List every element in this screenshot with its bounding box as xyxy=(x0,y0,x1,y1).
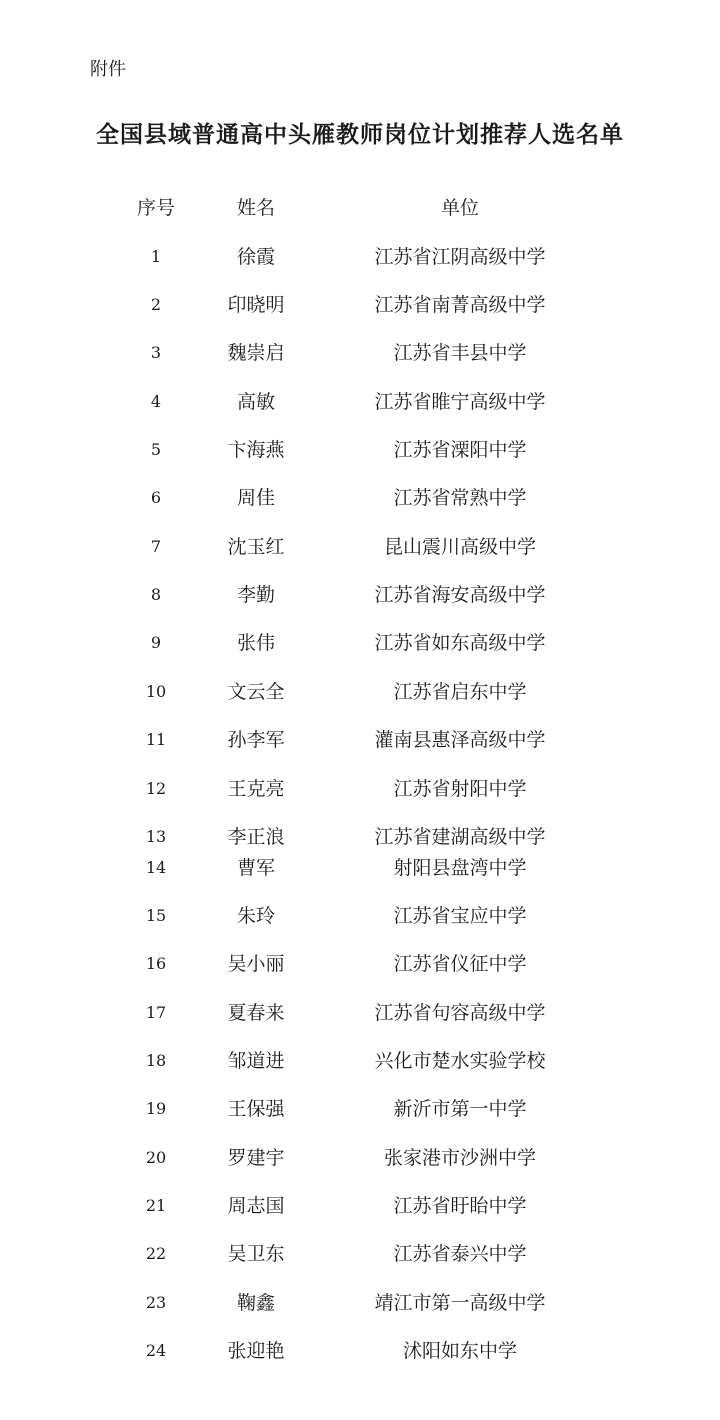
table-row xyxy=(0,727,720,753)
row-unit: 靖江市第一高级中学 xyxy=(374,1292,546,1314)
table-row xyxy=(0,485,720,511)
table-row xyxy=(0,389,720,415)
table-row xyxy=(0,1241,720,1267)
row-unit: 沭阳如东中学 xyxy=(402,1340,517,1362)
row-unit: 江苏省宝应中学 xyxy=(393,905,527,927)
row-name: 夏春来 xyxy=(227,1002,285,1024)
table-row xyxy=(0,1048,720,1074)
row-name: 张迎艳 xyxy=(227,1340,285,1362)
row-unit: 江苏省丰县中学 xyxy=(393,342,527,364)
row-number: 14 xyxy=(145,858,167,877)
table-row xyxy=(0,1000,720,1026)
table-row xyxy=(0,1096,720,1122)
row-number: 11 xyxy=(145,730,167,749)
row-unit: 射阳县盘湾中学 xyxy=(393,857,527,879)
row-unit: 昆山震川高级中学 xyxy=(383,536,536,558)
document-title: 全国县域普通高中头雁教师岗位计划推荐人选名单 xyxy=(96,122,624,148)
row-name: 朱玲 xyxy=(236,905,275,927)
row-number: 18 xyxy=(145,1051,167,1070)
row-unit: 江苏省仪征中学 xyxy=(393,953,527,975)
row-unit: 江苏省句容高级中学 xyxy=(374,1002,546,1024)
table-row xyxy=(0,340,720,366)
row-name: 王保强 xyxy=(227,1098,285,1120)
row-name: 李正浪 xyxy=(227,826,285,848)
table-row xyxy=(0,951,720,977)
row-unit: 张家港市沙洲中学 xyxy=(383,1147,536,1169)
row-number: 23 xyxy=(145,1293,167,1312)
row-name: 沈玉红 xyxy=(227,536,285,558)
row-name: 李勤 xyxy=(236,584,275,606)
row-number: 15 xyxy=(145,906,167,925)
row-number: 16 xyxy=(145,954,167,973)
row-number: 17 xyxy=(145,1003,167,1022)
table-row xyxy=(0,244,720,270)
table-row xyxy=(0,534,720,560)
table-row xyxy=(0,1290,720,1316)
row-unit: 江苏省睢宁高级中学 xyxy=(374,391,546,413)
row-name: 罗建宇 xyxy=(227,1147,285,1169)
row-number: 5 xyxy=(150,440,162,459)
row-number: 24 xyxy=(145,1341,167,1360)
row-unit: 江苏省射阳中学 xyxy=(393,778,527,800)
table-row xyxy=(0,855,720,881)
row-number: 13 xyxy=(145,827,167,846)
row-name: 王克亮 xyxy=(227,778,285,800)
row-number: 20 xyxy=(145,1148,167,1167)
row-name: 周志国 xyxy=(227,1195,285,1217)
row-name: 邹道进 xyxy=(227,1050,285,1072)
table-row xyxy=(0,582,720,608)
row-unit: 江苏省启东中学 xyxy=(393,681,527,703)
row-name: 魏崇启 xyxy=(227,342,285,364)
row-number: 19 xyxy=(145,1099,167,1118)
row-name: 周佳 xyxy=(236,487,275,509)
attachment-label: 附件 xyxy=(90,59,126,80)
row-name: 徐霞 xyxy=(236,246,275,268)
row-number: 7 xyxy=(150,537,162,556)
row-unit: 江苏省泰兴中学 xyxy=(393,1243,527,1265)
row-unit: 江苏省溧阳中学 xyxy=(393,439,527,461)
row-name: 张伟 xyxy=(236,632,275,654)
row-name: 卞海燕 xyxy=(227,439,285,461)
row-number: 12 xyxy=(145,779,167,798)
row-unit: 江苏省江阴高级中学 xyxy=(374,246,546,268)
table-row xyxy=(0,776,720,802)
row-number: 21 xyxy=(145,1196,167,1215)
header-unit: 单位 xyxy=(440,197,479,219)
row-number: 1 xyxy=(150,247,162,266)
table-row xyxy=(0,1338,720,1364)
row-number: 6 xyxy=(150,488,162,507)
table-row xyxy=(0,437,720,463)
table-row xyxy=(0,630,720,656)
header-number: 序号 xyxy=(136,197,175,219)
table-row xyxy=(0,1193,720,1219)
row-name: 文云全 xyxy=(227,681,285,703)
row-unit: 江苏省建湖高级中学 xyxy=(374,826,546,848)
row-unit: 江苏省如东高级中学 xyxy=(374,632,546,654)
row-name: 高敏 xyxy=(236,391,275,413)
table-row xyxy=(0,292,720,318)
row-unit: 江苏省常熟中学 xyxy=(393,487,527,509)
row-number: 10 xyxy=(145,682,167,701)
table-row xyxy=(0,903,720,929)
row-unit: 灌南县惠泽高级中学 xyxy=(374,729,546,751)
row-unit: 江苏省盱眙中学 xyxy=(393,1195,527,1217)
row-unit: 新沂市第一中学 xyxy=(393,1098,527,1120)
row-number: 2 xyxy=(150,295,162,314)
row-name: 吴小丽 xyxy=(227,953,285,975)
row-name: 吴卫东 xyxy=(227,1243,285,1265)
row-unit: 江苏省南菁高级中学 xyxy=(374,294,546,316)
row-number: 22 xyxy=(145,1244,167,1263)
row-name: 曹军 xyxy=(236,857,275,879)
row-number: 4 xyxy=(150,392,162,411)
row-name: 鞠鑫 xyxy=(236,1292,275,1314)
table-row xyxy=(0,1145,720,1171)
row-name: 印晓明 xyxy=(227,294,285,316)
row-name: 孙李军 xyxy=(227,729,285,751)
header-name: 姓名 xyxy=(236,197,275,219)
table-row xyxy=(0,824,720,850)
row-number: 9 xyxy=(150,633,162,652)
row-number: 8 xyxy=(150,585,162,604)
row-unit: 兴化市楚水实验学校 xyxy=(374,1050,546,1072)
table-row xyxy=(0,679,720,705)
row-number: 3 xyxy=(150,343,162,362)
row-unit: 江苏省海安高级中学 xyxy=(374,584,546,606)
